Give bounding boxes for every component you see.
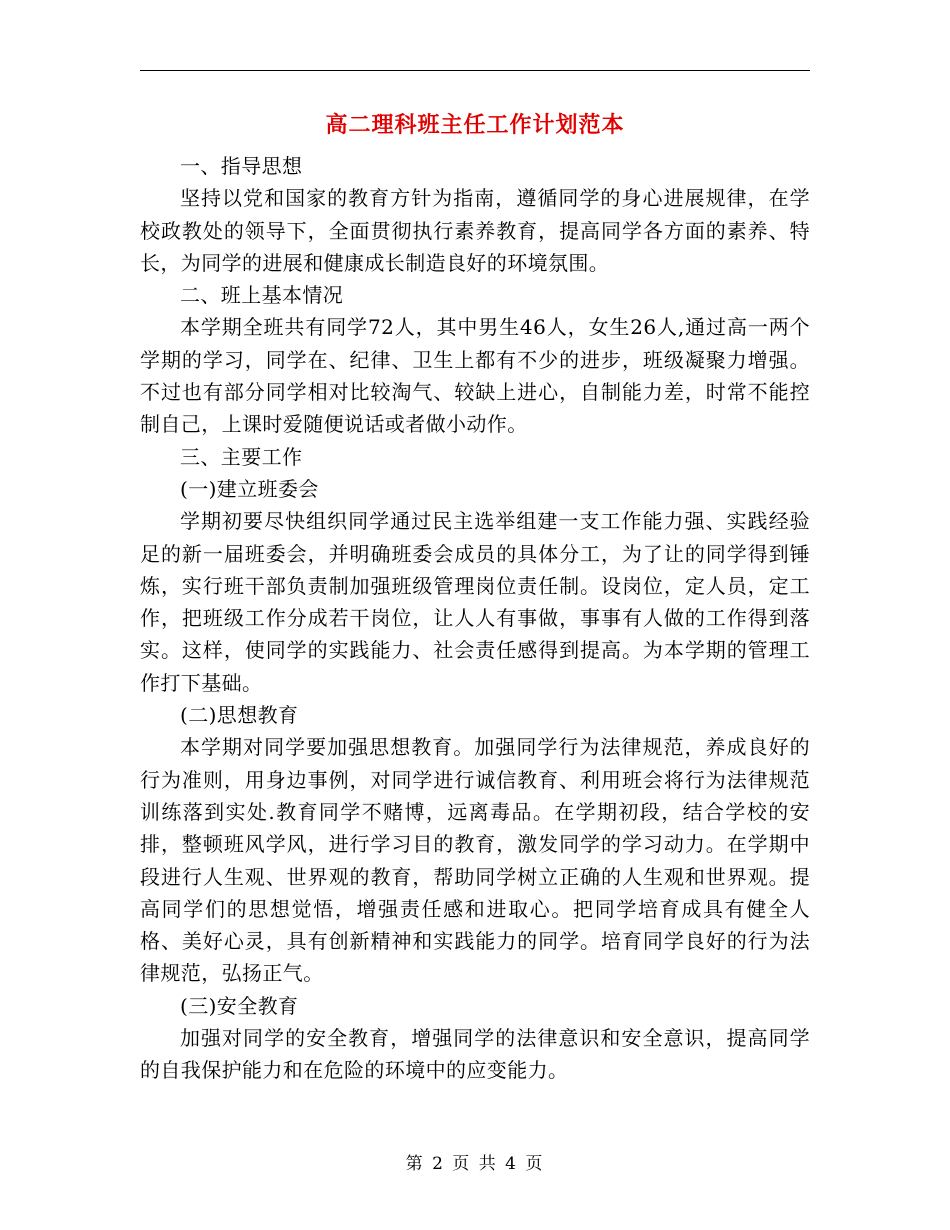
paragraph-guiding-thought: 坚持以党和国家的教育方针为指南，遵循同学的身心进展规律，在学校政教处的领导下，全面贯彻执行素养教育，提高同学各方面的素养、特长，为同学的进展和健康成长制造良好的环境氛围。 — [140, 186, 810, 275]
section-heading-class-situation: 二、班上基本情况 — [180, 283, 344, 308]
header-rule — [140, 70, 810, 71]
subsection-heading-safety-education: (三)安全教育 — [180, 993, 299, 1018]
subsection-heading-class-committee: (一)建立班委会 — [180, 476, 319, 501]
document-title: 高二理科班主任工作计划范本 — [325, 113, 625, 138]
paragraph-class-committee: 学期初要尽快组织同学通过民主选举组建一支工作能力强、实践经验足的新一届班委会，并明确班委会成员的具体分工，为了让的同学得到锤炼，实行班干部负责制加强班级管理岗位责任制。设岗位，定人员，定工作，把班级工作分成若干岗位，让人人有事做，事事有人做的工作得到落实。这样，使同学的实践能力、社会责任感得到提高。为本学期的管理工作打下基础。 — [140, 509, 810, 695]
subsection-heading-ideological-education: (二)思想教育 — [180, 703, 299, 728]
section-heading-main-work: 三、主要工作 — [180, 444, 303, 469]
paragraph-ideological-education: 本学期对同学要加强思想教育。加强同学行为法律规范，养成良好的行为准则，用身边事例，对同学进行诚信教育、利用班会将行为法律规范训练落到实处.教育同学不赌博，远离毒品。在学期初段，结合学校的安排，整顿班风学风，进行学习目的教育，激发同学的学习动力。在学期中段进行人生观、世界观的教育，帮助同学树立正确的人生观和世界观。提高同学们的思想觉悟，增强责任感和进取心。把同学培育成具有健全人格、美好心灵，具有创新精神和实践能力的同学。培育同学良好的行为法律规范，弘扬正气。 — [140, 735, 810, 986]
paragraph-class-situation: 本学期全班共有同学72人，其中男生46人，女生26人,通过高一两个学期的学习，同学在、纪律、卫生上都有不少的进步，班级凝聚力增强。不过也有部分同学相对比较淘气、较缺上进心，自制能力差，时常不能控制自己，上课时爱随便说话或者做小动作。 — [140, 315, 810, 437]
document-body — [140, 150, 810, 1087]
paragraph-safety-education: 加强对同学的安全教育，增强同学的法律意识和安全意识，提高同学的自我保护能力和在危险的环境中的应变能力。 — [140, 1026, 810, 1083]
page-footer: 第 2 页 共 4 页 — [405, 1154, 545, 1174]
section-heading-guiding-thought: 一、指导思想 — [180, 154, 303, 178]
